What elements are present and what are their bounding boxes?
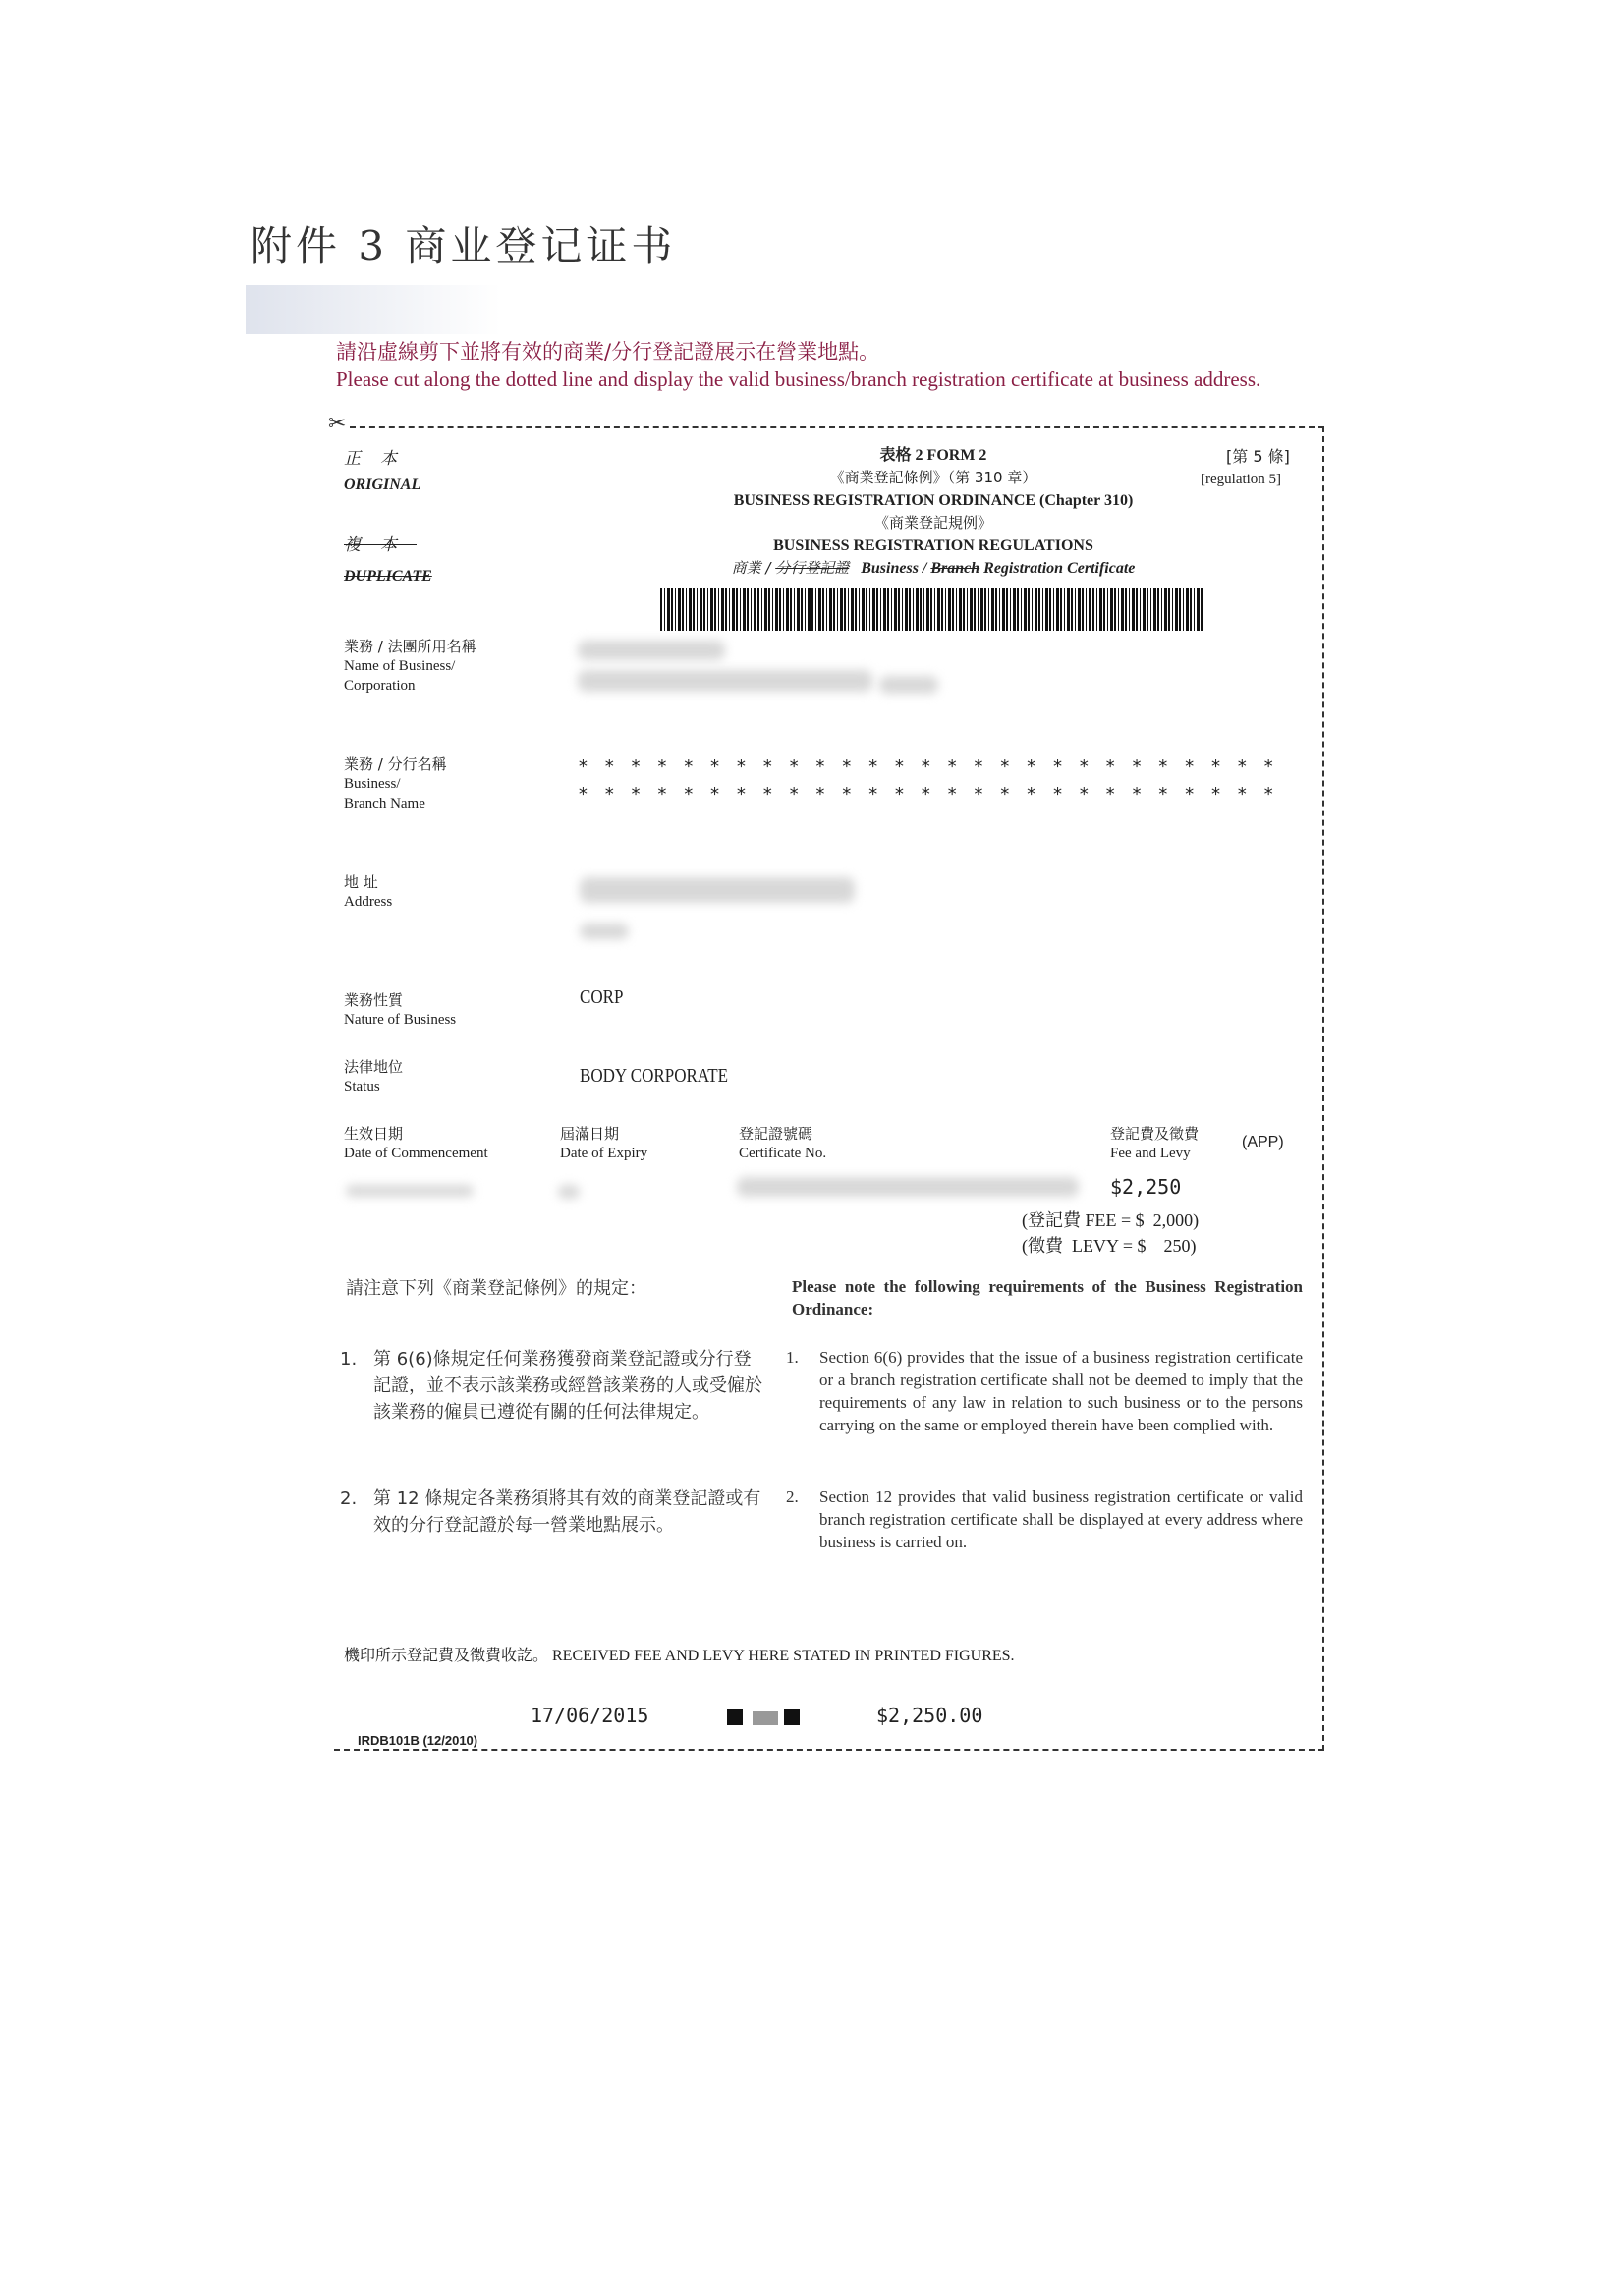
note-1-num-en: 1.	[786, 1348, 799, 1367]
redacted-name-3	[879, 676, 938, 694]
regulation-zh: [第 5 條]	[1226, 447, 1290, 466]
expiry-label-en: Date of Expiry	[560, 1146, 648, 1161]
status-label	[344, 1057, 403, 1096]
receipt-amount: $2,250.00	[876, 1704, 983, 1727]
name-label-en-1: Name of Business/	[344, 658, 456, 674]
status-value: BODY CORPORATE	[580, 1065, 728, 1087]
note-2-num-en: 2.	[786, 1487, 799, 1506]
fee-label-zh: 登記費及徵費	[1110, 1125, 1200, 1143]
note-2-zh: 第 12 條規定各業務須將其有效的商業登記證或有效的分行登記證於每一營業地點展示。	[373, 1488, 761, 1536]
commencement-label	[344, 1124, 488, 1163]
cert-en-rest: Registration Certificate	[979, 560, 1136, 577]
redacted-address-2	[580, 924, 629, 939]
nature-label-en: Nature of Business	[344, 1012, 457, 1028]
redacted-expiry	[558, 1185, 580, 1199]
receipt-statement: 機印所示登記費及徵費收訖。 RECEIVED FEE AND LEVY HERE STATED IN PRINTED FIGURES.	[344, 1648, 1015, 1664]
ordinance-zh: 《商業登記條例》（第 310 章）	[829, 469, 1037, 486]
branch-label-en-1: Business/	[344, 776, 401, 792]
form-header	[678, 444, 1189, 580]
redacted-commencement	[346, 1185, 474, 1197]
note-1-en: Section 6(6) provides that the issue of a business registration certificate or a branch registration certificate shall not be deemed to imply that the requirements of any law in relation to such business or to the persons carrying on the same or employed therein have been complied with.	[819, 1348, 1303, 1434]
levy-breakdown: (徵費 LEVY = $ 250)	[1022, 1236, 1197, 1256]
cert-no-label	[739, 1124, 826, 1163]
nature-label	[344, 990, 456, 1030]
nature-label-zh: 業務性質	[344, 991, 404, 1009]
redacted-block-3	[784, 1709, 800, 1725]
address-label-zh: 地 址	[344, 873, 378, 891]
cert-en-branch: Branch	[930, 560, 980, 577]
document-title: 附件 3 商业登记证书	[251, 222, 677, 270]
fee-total: $2,250	[1110, 1175, 1182, 1199]
ordinance-en: BUSINESS REGISTRATION ORDINANCE (Chapter 310)	[733, 492, 1134, 509]
form-code: IRDB101B (12/2010)	[358, 1733, 478, 1748]
expiry-label	[560, 1124, 647, 1163]
address-label-en: Address	[344, 894, 393, 910]
redacted-address-1	[580, 877, 855, 903]
certificate-type	[678, 557, 1189, 580]
original-label-zh: 正本	[344, 449, 417, 469]
fee-breakdown: (登記費 FEE = $ 2,000)	[1022, 1210, 1200, 1230]
instruction-zh: 請沿虛線剪下並將有效的商業/分行登記證展示在營業地點。	[336, 340, 880, 364]
branch-value-1: ***************************	[578, 756, 1290, 777]
note-2-en: Section 12 provides that valid business registration certificate or valid branch registration certificate shall be displayed at every address where business is carried on.	[819, 1487, 1303, 1551]
receipt-date: 17/06/2015	[531, 1704, 649, 1727]
address-label	[344, 872, 392, 912]
regulations-zh: 《商業登記規例》	[873, 514, 992, 532]
cert-zh-branch: 分行登記證	[775, 559, 850, 577]
name-label-en-2: Corporation	[344, 678, 416, 694]
cert-no-label-en: Certificate No.	[739, 1146, 827, 1161]
redacted-name-2	[578, 670, 872, 692]
duplicate-label-zh: 複本	[344, 535, 417, 555]
instruction-en: Please cut along the dotted line and display the valid business/branch registration certificate at business address.	[336, 367, 1261, 391]
expiry-label-zh: 屆滿日期	[560, 1125, 620, 1143]
duplicate-label-en: DUPLICATE	[344, 568, 432, 585]
status-label-zh: 法律地位	[344, 1058, 404, 1076]
app-label: (APP)	[1242, 1134, 1284, 1150]
cut-line-bottom	[334, 1749, 1324, 1751]
fee-label	[1110, 1124, 1199, 1163]
note-2-num-zh: 2.	[340, 1488, 358, 1509]
name-label-zh: 業務 / 法團所用名稱	[344, 638, 476, 655]
cut-line-top	[350, 426, 1324, 428]
cut-line-right	[1322, 426, 1324, 1751]
redacted-cert-no	[737, 1177, 1079, 1197]
note-1-num-zh: 1.	[340, 1349, 358, 1370]
notes-heading-en: Please note the following requirements of the Business Registration Ordinance:	[792, 1277, 1303, 1318]
commencement-label-en: Date of Commencement	[344, 1146, 488, 1161]
redacted-name-1	[578, 641, 725, 660]
cert-zh-business: 商業 /	[731, 559, 776, 577]
redacted-block-2	[753, 1711, 778, 1725]
cert-no-label-zh: 登記證號碼	[739, 1125, 813, 1143]
scan-shadow	[246, 285, 501, 334]
name-label	[344, 637, 476, 696]
cert-en-business: Business /	[861, 560, 931, 577]
branch-value-2: ***************************	[578, 784, 1290, 805]
original-label-en: ORIGINAL	[344, 476, 421, 493]
nature-value: CORP	[580, 986, 624, 1008]
regulation-en: [regulation 5]	[1201, 472, 1282, 487]
notes-heading-zh: 請注意下列《商業登記條例》的規定：	[346, 1278, 646, 1299]
note-1-zh: 第 6(6)條規定任何業務獲發商業登記證或分行登記證，並不表示該業務或經營該業務的人或受僱於該業務的僱員已遵從有關的任何法律規定。	[373, 1349, 762, 1423]
redacted-block-1	[727, 1709, 743, 1725]
commencement-label-zh: 生效日期	[344, 1125, 404, 1143]
regulations-en: BUSINESS REGISTRATION REGULATIONS	[773, 537, 1093, 554]
scissors-icon: ✂	[328, 411, 347, 435]
form-line: 表格 2 FORM 2	[879, 447, 987, 464]
status-label-en: Status	[344, 1079, 380, 1094]
branch-label-en-2: Branch Name	[344, 796, 425, 812]
branch-label-zh: 業務 / 分行名稱	[344, 756, 447, 773]
fee-label-en: Fee and Levy	[1110, 1146, 1191, 1161]
branch-label	[344, 755, 447, 813]
barcode	[660, 588, 1204, 631]
